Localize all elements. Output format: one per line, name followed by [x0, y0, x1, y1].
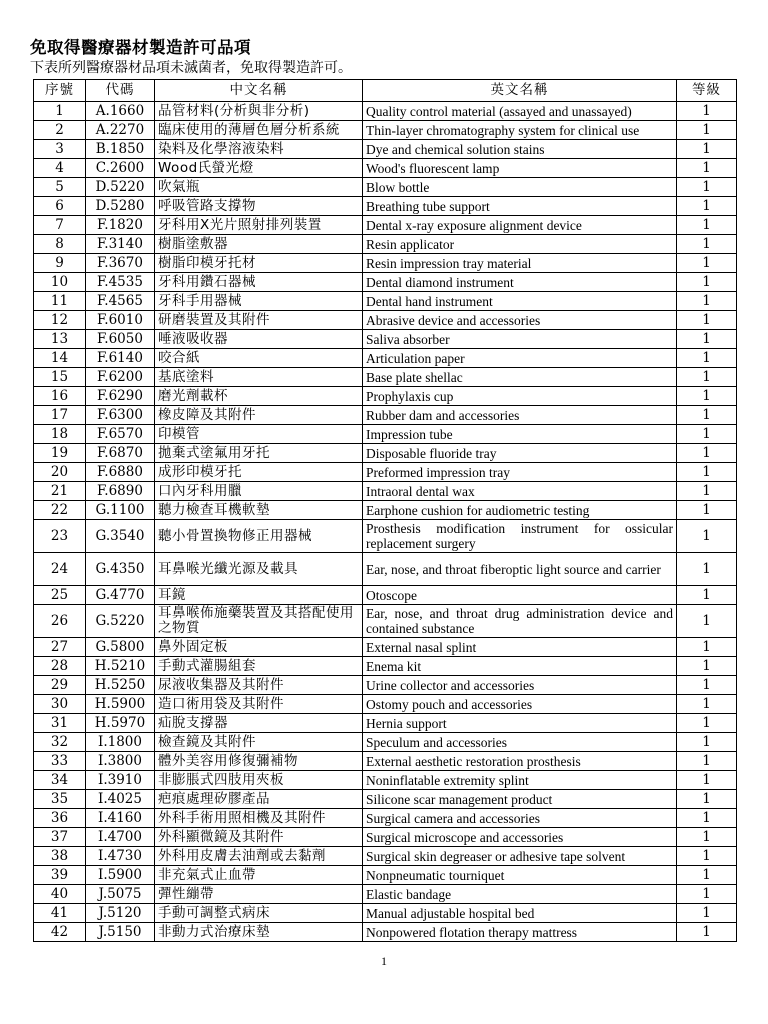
cell-code: I.3910 [86, 771, 155, 790]
cell-english-name: Enema kit [363, 657, 677, 676]
cell-code: F.6200 [86, 368, 155, 387]
cell-seq: 9 [34, 254, 86, 273]
table-row [34, 790, 737, 809]
cell-code: F.6870 [86, 444, 155, 463]
cell-code: G.5220 [86, 605, 155, 638]
table-row [34, 771, 737, 790]
table-row [34, 121, 737, 140]
cell-grade: 1 [677, 605, 737, 638]
cell-chinese-name: 呼吸管路支撐物 [155, 197, 363, 216]
table-row [34, 349, 737, 368]
cell-seq: 4 [34, 159, 86, 178]
cell-seq: 19 [34, 444, 86, 463]
table-row [34, 216, 737, 235]
cell-english-name: Intraoral dental wax [363, 482, 677, 501]
cell-english-name: Urine collector and accessories [363, 676, 677, 695]
cell-seq: 7 [34, 216, 86, 235]
cell-grade: 1 [677, 904, 737, 923]
cell-seq: 16 [34, 387, 86, 406]
cell-code: G.4350 [86, 553, 155, 586]
cell-chinese-name: 手動可調整式病床 [155, 904, 363, 923]
cell-code: F.4535 [86, 273, 155, 292]
cell-seq: 14 [34, 349, 86, 368]
cell-english-name: Dental hand instrument [363, 292, 677, 311]
table-row [34, 657, 737, 676]
cell-seq: 41 [34, 904, 86, 923]
cell-chinese-name: 牙科用X光片照射排列裝置 [155, 216, 363, 235]
cell-code: I.5900 [86, 866, 155, 885]
cell-code: H.5970 [86, 714, 155, 733]
cell-chinese-name: 染料及化學溶液染料 [155, 140, 363, 159]
cell-english-name: External aesthetic restoration prosthesis [363, 752, 677, 771]
cell-english-name: Noninflatable extremity splint [363, 771, 677, 790]
cell-seq: 8 [34, 235, 86, 254]
cell-seq: 1 [34, 102, 86, 121]
cell-grade: 1 [677, 159, 737, 178]
cell-english-name: Manual adjustable hospital bed [363, 904, 677, 923]
cell-grade: 1 [677, 121, 737, 140]
cell-english-name: Surgical camera and accessories [363, 809, 677, 828]
cell-english-name: Hernia support [363, 714, 677, 733]
table-row [34, 809, 737, 828]
cell-seq: 28 [34, 657, 86, 676]
cell-seq: 18 [34, 425, 86, 444]
cell-chinese-name: 耳鼻喉佈施藥裝置及其搭配使用之物質 [155, 605, 363, 638]
cell-code: G.3540 [86, 520, 155, 553]
cell-english-name: Elastic bandage [363, 885, 677, 904]
cell-seq: 27 [34, 638, 86, 657]
cell-code: F.6890 [86, 482, 155, 501]
cell-grade: 1 [677, 463, 737, 482]
cell-chinese-name: 牙科用鑽石器械 [155, 273, 363, 292]
cell-chinese-name: 外科用皮膚去油劑或去黏劑 [155, 847, 363, 866]
cell-code: D.5220 [86, 178, 155, 197]
table-row [34, 676, 737, 695]
cell-chinese-name: 口內牙科用臘 [155, 482, 363, 501]
cell-code: B.1850 [86, 140, 155, 159]
cell-chinese-name: 印模管 [155, 425, 363, 444]
cell-english-name: Prophylaxis cup [363, 387, 677, 406]
cell-chinese-name: Wood氏螢光燈 [155, 159, 363, 178]
cell-code: F.6140 [86, 349, 155, 368]
cell-grade: 1 [677, 444, 737, 463]
cell-grade: 1 [677, 501, 737, 520]
cell-grade: 1 [677, 866, 737, 885]
cell-english-name: Resin applicator [363, 235, 677, 254]
cell-chinese-name: 咬合紙 [155, 349, 363, 368]
document-title: 免取得醫療器材製造許可品項 [30, 38, 251, 57]
cell-chinese-name: 尿液收集器及其附件 [155, 676, 363, 695]
cell-chinese-name: 外科手術用照相機及其附件 [155, 809, 363, 828]
cell-seq: 23 [34, 520, 86, 553]
cell-seq: 37 [34, 828, 86, 847]
cell-english-name: Abrasive device and accessories [363, 311, 677, 330]
cell-english-name: Earphone cushion for audiometric testing [363, 501, 677, 520]
table-row [34, 553, 737, 586]
cell-grade: 1 [677, 520, 737, 553]
table-row [34, 847, 737, 866]
cell-chinese-name: 臨床使用的薄層色層分析系統 [155, 121, 363, 140]
cell-seq: 13 [34, 330, 86, 349]
table-row [34, 254, 737, 273]
cell-grade: 1 [677, 482, 737, 501]
cell-english-name: Quality control material (assayed and unassayed) [363, 102, 677, 121]
table-row [34, 866, 737, 885]
cell-english-name: Saliva absorber [363, 330, 677, 349]
cell-grade: 1 [677, 586, 737, 605]
cell-grade: 1 [677, 638, 737, 657]
cell-code: G.4770 [86, 586, 155, 605]
cell-chinese-name: 手動式灌腸組套 [155, 657, 363, 676]
cell-seq: 20 [34, 463, 86, 482]
cell-code: J.5150 [86, 923, 155, 942]
cell-grade: 1 [677, 368, 737, 387]
cell-chinese-name: 非動力式治療床墊 [155, 923, 363, 942]
header-chinese-name: 中文名稱 [155, 80, 363, 102]
table-row [34, 463, 737, 482]
table-row [34, 482, 737, 501]
cell-seq: 24 [34, 553, 86, 586]
cell-grade: 1 [677, 197, 737, 216]
cell-chinese-name: 品管材料(分析與非分析) [155, 102, 363, 121]
table-row [34, 501, 737, 520]
table-row [34, 311, 737, 330]
cell-code: C.2600 [86, 159, 155, 178]
cell-chinese-name: 成形印模牙托 [155, 463, 363, 482]
cell-seq: 35 [34, 790, 86, 809]
cell-chinese-name: 非膨脹式四肢用夾板 [155, 771, 363, 790]
cell-english-name: Dye and chemical solution stains [363, 140, 677, 159]
table-row [34, 605, 737, 638]
table-row [34, 140, 737, 159]
cell-chinese-name: 非充氣式止血帶 [155, 866, 363, 885]
cell-seq: 34 [34, 771, 86, 790]
cell-code: I.4160 [86, 809, 155, 828]
table-row [34, 444, 737, 463]
cell-english-name: External nasal splint [363, 638, 677, 657]
cell-seq: 12 [34, 311, 86, 330]
cell-english-name: Surgical skin degreaser or adhesive tape solvent [363, 847, 677, 866]
cell-english-name: Prosthesis modification instrument for ossicular replacement surgery [363, 520, 677, 553]
cell-seq: 42 [34, 923, 86, 942]
cell-grade: 1 [677, 425, 737, 444]
table-row [34, 273, 737, 292]
cell-code: F.3140 [86, 235, 155, 254]
table-row [34, 638, 737, 657]
cell-grade: 1 [677, 923, 737, 942]
cell-english-name: Base plate shellac [363, 368, 677, 387]
cell-grade: 1 [677, 406, 737, 425]
cell-english-name: Nonpowered flotation therapy mattress [363, 923, 677, 942]
cell-chinese-name: 耳鼻喉光纖光源及載具 [155, 553, 363, 586]
cell-grade: 1 [677, 714, 737, 733]
cell-chinese-name: 疤痕處理矽膠產品 [155, 790, 363, 809]
cell-seq: 29 [34, 676, 86, 695]
cell-grade: 1 [677, 216, 737, 235]
table-row [34, 178, 737, 197]
cell-english-name: Dental diamond instrument [363, 273, 677, 292]
cell-seq: 31 [34, 714, 86, 733]
cell-seq: 11 [34, 292, 86, 311]
document-subtitle: 下表所列醫療器材品項未滅菌者，免取得製造許可。 [30, 60, 352, 76]
cell-chinese-name: 唾液吸收器 [155, 330, 363, 349]
cell-code: I.4025 [86, 790, 155, 809]
cell-seq: 2 [34, 121, 86, 140]
cell-seq: 40 [34, 885, 86, 904]
table-row [34, 197, 737, 216]
header-seq: 序號 [34, 80, 86, 102]
cell-grade: 1 [677, 847, 737, 866]
cell-code: H.5900 [86, 695, 155, 714]
table-row [34, 159, 737, 178]
cell-seq: 17 [34, 406, 86, 425]
cell-seq: 26 [34, 605, 86, 638]
cell-code: J.5120 [86, 904, 155, 923]
cell-english-name: Silicone scar management product [363, 790, 677, 809]
cell-seq: 39 [34, 866, 86, 885]
cell-code: H.5210 [86, 657, 155, 676]
cell-english-name: Disposable fluoride tray [363, 444, 677, 463]
table-row [34, 235, 737, 254]
cell-chinese-name: 吹氣瓶 [155, 178, 363, 197]
cell-chinese-name: 疝脫支撐器 [155, 714, 363, 733]
cell-english-name: Otoscope [363, 586, 677, 605]
cell-code: I.1800 [86, 733, 155, 752]
table-row [34, 425, 737, 444]
cell-grade: 1 [677, 311, 737, 330]
cell-grade: 1 [677, 553, 737, 586]
table-header-row [34, 80, 737, 102]
table-row [34, 368, 737, 387]
cell-code: F.3670 [86, 254, 155, 273]
cell-code: A.1660 [86, 102, 155, 121]
header-english-name: 英文名稱 [363, 80, 677, 102]
cell-code: F.1820 [86, 216, 155, 235]
cell-grade: 1 [677, 102, 737, 121]
cell-code: F.6300 [86, 406, 155, 425]
cell-grade: 1 [677, 657, 737, 676]
cell-english-name: Resin impression tray material [363, 254, 677, 273]
cell-grade: 1 [677, 235, 737, 254]
cell-english-name: Rubber dam and accessories [363, 406, 677, 425]
cell-english-name: Preformed impression tray [363, 463, 677, 482]
cell-seq: 38 [34, 847, 86, 866]
cell-code: G.1100 [86, 501, 155, 520]
cell-english-name: Dental x-ray exposure alignment device [363, 216, 677, 235]
table-row [34, 292, 737, 311]
cell-chinese-name: 樹脂印模牙托材 [155, 254, 363, 273]
cell-chinese-name: 耳鏡 [155, 586, 363, 605]
table-row [34, 714, 737, 733]
cell-english-name: Blow bottle [363, 178, 677, 197]
cell-english-name: Ostomy pouch and accessories [363, 695, 677, 714]
cell-grade: 1 [677, 752, 737, 771]
cell-code: I.4730 [86, 847, 155, 866]
cell-code: F.4565 [86, 292, 155, 311]
cell-grade: 1 [677, 349, 737, 368]
cell-seq: 32 [34, 733, 86, 752]
cell-code: I.3800 [86, 752, 155, 771]
cell-english-name: Thin-layer chromatography system for clinical use [363, 121, 677, 140]
cell-code: A.2270 [86, 121, 155, 140]
table-row [34, 885, 737, 904]
cell-seq: 25 [34, 586, 86, 605]
header-grade: 等級 [677, 80, 737, 102]
cell-grade: 1 [677, 733, 737, 752]
cell-chinese-name: 聽力檢查耳機軟墊 [155, 501, 363, 520]
cell-seq: 3 [34, 140, 86, 159]
cell-code: G.5800 [86, 638, 155, 657]
cell-chinese-name: 造口術用袋及其附件 [155, 695, 363, 714]
cell-code: D.5280 [86, 197, 155, 216]
cell-chinese-name: 橡皮障及其附件 [155, 406, 363, 425]
cell-english-name: Speculum and accessories [363, 733, 677, 752]
cell-chinese-name: 磨光劑載杯 [155, 387, 363, 406]
table-row [34, 904, 737, 923]
cell-grade: 1 [677, 676, 737, 695]
page-number: 1 [381, 954, 387, 968]
cell-grade: 1 [677, 178, 737, 197]
cell-seq: 5 [34, 178, 86, 197]
cell-grade: 1 [677, 273, 737, 292]
cell-english-name: Nonpneumatic tourniquet [363, 866, 677, 885]
cell-seq: 10 [34, 273, 86, 292]
cell-grade: 1 [677, 790, 737, 809]
cell-grade: 1 [677, 885, 737, 904]
cell-chinese-name: 體外美容用修復彌補物 [155, 752, 363, 771]
cell-chinese-name: 彈性繃帶 [155, 885, 363, 904]
cell-seq: 33 [34, 752, 86, 771]
cell-chinese-name: 檢查鏡及其附件 [155, 733, 363, 752]
cell-grade: 1 [677, 330, 737, 349]
table-row [34, 828, 737, 847]
cell-grade: 1 [677, 140, 737, 159]
cell-grade: 1 [677, 292, 737, 311]
cell-code: F.6570 [86, 425, 155, 444]
device-table [33, 79, 737, 942]
cell-english-name: Articulation paper [363, 349, 677, 368]
cell-grade: 1 [677, 809, 737, 828]
cell-code: H.5250 [86, 676, 155, 695]
cell-code: F.6880 [86, 463, 155, 482]
table-row [34, 330, 737, 349]
cell-seq: 15 [34, 368, 86, 387]
cell-code: J.5075 [86, 885, 155, 904]
cell-seq: 22 [34, 501, 86, 520]
cell-chinese-name: 外科顯微鏡及其附件 [155, 828, 363, 847]
cell-chinese-name: 鼻外固定板 [155, 638, 363, 657]
cell-grade: 1 [677, 771, 737, 790]
cell-grade: 1 [677, 254, 737, 273]
table-row [34, 102, 737, 121]
cell-seq: 6 [34, 197, 86, 216]
cell-english-name: Breathing tube support [363, 197, 677, 216]
table-row [34, 586, 737, 605]
cell-chinese-name: 牙科手用器械 [155, 292, 363, 311]
cell-english-name: Wood's fluorescent lamp [363, 159, 677, 178]
cell-grade: 1 [677, 695, 737, 714]
table-row [34, 923, 737, 942]
cell-english-name: Ear, nose, and throat fiberoptic light source and carrier [363, 553, 677, 586]
cell-chinese-name: 樹脂塗敷器 [155, 235, 363, 254]
header-code: 代碼 [86, 80, 155, 102]
cell-english-name: Surgical microscope and accessories [363, 828, 677, 847]
table-row [34, 733, 737, 752]
cell-code: I.4700 [86, 828, 155, 847]
cell-english-name: Impression tube [363, 425, 677, 444]
cell-chinese-name: 基底塗料 [155, 368, 363, 387]
cell-code: F.6050 [86, 330, 155, 349]
cell-chinese-name: 拋棄式塗氟用牙托 [155, 444, 363, 463]
table-row [34, 406, 737, 425]
cell-code: F.6010 [86, 311, 155, 330]
cell-english-name: Ear, nose, and throat drug administration device and contained substance [363, 605, 677, 638]
cell-chinese-name: 研磨裝置及其附件 [155, 311, 363, 330]
table-row [34, 520, 737, 553]
table-row [34, 695, 737, 714]
cell-seq: 21 [34, 482, 86, 501]
cell-chinese-name: 聽小骨置換物修正用器械 [155, 520, 363, 553]
cell-seq: 36 [34, 809, 86, 828]
cell-grade: 1 [677, 828, 737, 847]
cell-seq: 30 [34, 695, 86, 714]
cell-grade: 1 [677, 387, 737, 406]
table-body [34, 102, 737, 942]
table-row [34, 387, 737, 406]
cell-code: F.6290 [86, 387, 155, 406]
table-row [34, 752, 737, 771]
